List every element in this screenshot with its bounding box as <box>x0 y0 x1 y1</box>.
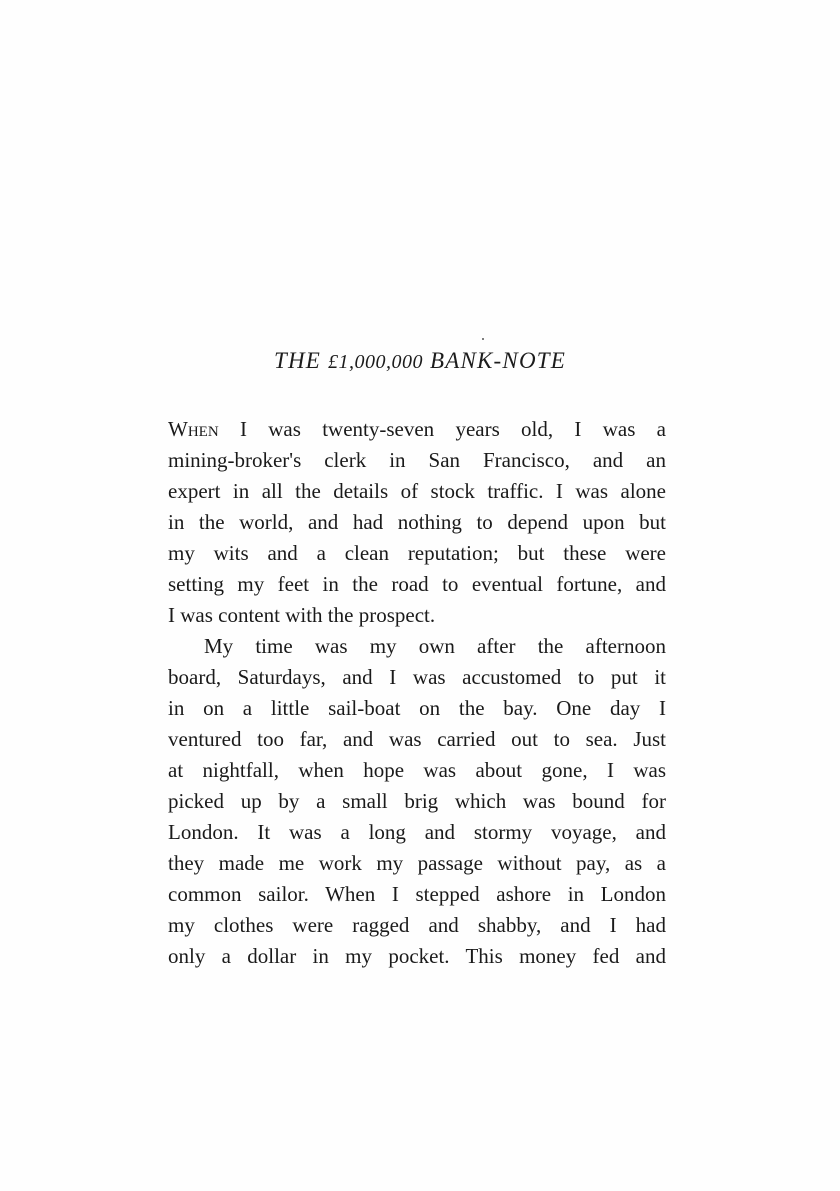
line-text: I was twenty-seven years old, I was a <box>218 417 666 441</box>
ink-speck <box>482 338 484 340</box>
drop-word: When <box>168 417 219 441</box>
text-line <box>168 414 666 445</box>
text-line: picked up by a small brig which was bound for <box>168 789 666 813</box>
title-suffix: BANK-NOTE <box>423 348 566 373</box>
text-line: ventured too far, and was carried out to sea. Just <box>168 727 666 751</box>
text-line: common sailor. When I stepped ashore in London <box>168 882 666 906</box>
text-line: in the world, and had nothing to depend upon but <box>168 510 666 534</box>
text-line: at nightfall, when hope was about gone, I was <box>168 758 666 782</box>
text-line: London. It was a long and stormy voyage, and <box>168 820 666 844</box>
chapter-title <box>0 346 840 377</box>
text-line: my clothes were ragged and shabby, and I had <box>168 913 666 937</box>
paragraph-1 <box>168 414 666 631</box>
text-line: setting my feet in the road to eventual fortune, and <box>168 572 666 596</box>
title-prefix: THE <box>274 348 329 373</box>
text-line: mining-broker's clerk in San Francisco, and an <box>168 448 666 472</box>
text-line: expert in all the details of stock traffic. I was alone <box>168 479 666 503</box>
text-line: My time was my own after the afternoon <box>204 634 666 658</box>
paragraph-2 <box>168 631 666 972</box>
text-line: in on a little sail-boat on the bay. One day I <box>168 696 666 720</box>
text-line: they made me work my passage without pay, as a <box>168 851 666 875</box>
text-line: board, Saturdays, and I was accustomed to put it <box>168 665 666 689</box>
text-line: I was content with the prospect. <box>168 603 436 627</box>
title-amount: £1,000,000 <box>328 351 424 373</box>
body-text <box>168 414 666 972</box>
text-line: my wits and a clean reputation; but these were <box>168 541 666 565</box>
text-line: only a dollar in my pocket. This money fed and <box>168 944 666 968</box>
